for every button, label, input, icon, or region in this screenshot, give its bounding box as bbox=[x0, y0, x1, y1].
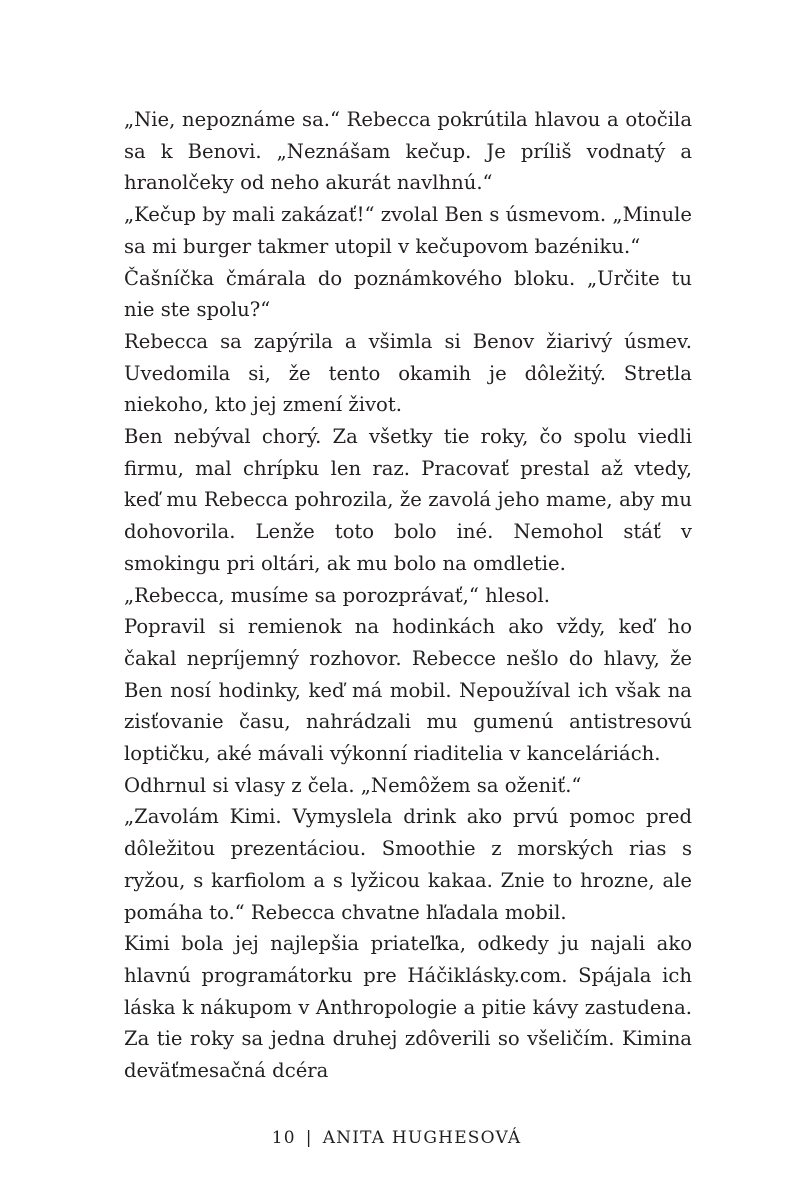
paragraph: Popravil si remienok na hodinkách ako vždy, keď ho čakal nepríjemný rozhovor. Rebecce nešlo do hlavy, že Ben nosí hodinky, keď má mobil. Nepoužíval ich však na zisťovanie času, nahrádzali mu gumenú antistresovú loptičku, aké mávali výkonní riaditelia v kanceláriách. bbox=[124, 615, 692, 766]
page-number: 10 bbox=[271, 1128, 296, 1148]
paragraph: Kimi bola jej najlepšia priateľka, odkedy ju najali ako hlavnú programátorku pre Háčiklásky.com. Spájala ich láska k nákupom v Anthropologie a pitie kávy zastudena. Za tie roky sa jedna druhej zdôverili so všeličím. Kimina deväťmesačná dcéra bbox=[124, 932, 692, 1083]
footer-separator: | bbox=[305, 1128, 313, 1148]
body-text bbox=[124, 104, 692, 1087]
author-name: ANITA HUGHESOVÁ bbox=[322, 1128, 522, 1148]
running-footer bbox=[0, 1128, 793, 1148]
paragraph: „Zavolám Kimi. Vymyslela drink ako prvú pomoc pred dôležitou prezentáciou. Smoothie z morských rias s ryžou, s karfiolom a s lyžicou kakaa. Znie to hrozne, ale pomáha to.“ Rebecca chvatne hľadala mobil. bbox=[124, 805, 692, 924]
paragraph: „Kečup by mali zakázať!“ zvolal Ben s úsmevom. „Minule sa mi burger takmer utopil v kečupovom bazéniku.“ bbox=[124, 203, 692, 258]
paragraph: Odhrnul si vlasy z čela. „Nemôžem sa oženiť.“ bbox=[124, 773, 582, 797]
paragraph: Čašníčka čmárala do poznámkového bloku. „Určite tu nie ste spolu?“ bbox=[124, 266, 692, 322]
paragraph: Rebecca sa zapýrila a všimla si Benov žiarivý úsmev. Uvedomila si, že tento okamih je dôležitý. Stretla niekoho, kto jej zmení život. bbox=[124, 329, 692, 417]
paragraph: „Nie, nepoznáme sa.“ Rebecca pokrútila hlavou a otočila sa k Benovi. „Neznášam kečup. Je príliš vodnatý a hranolčeky od neho akurát navlhnú.“ bbox=[124, 108, 692, 195]
paragraph: Ben nebýval chorý. Za všetky tie roky, čo spolu viedli firmu, mal chrípku len raz. Pracovať prestal až vtedy, keď mu Rebecca pohrozila, že zavolá jeho mame, aby mu dohovorila. Lenže toto bolo iné. Nemohol stáť v smokingu pri oltári, ak mu bolo na omdletie. bbox=[124, 425, 692, 575]
paragraph: „Rebecca, musíme sa porozprávať,“ hlesol. bbox=[124, 583, 550, 607]
